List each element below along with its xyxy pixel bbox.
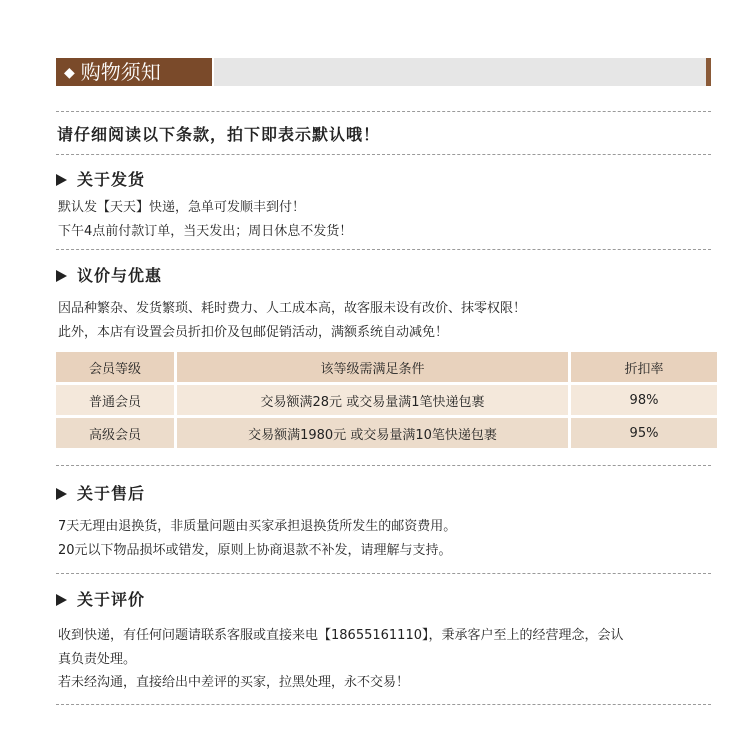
table-header-cell: 折扣率 [571,352,717,385]
divider [56,704,711,705]
section-title: 关于评价 [77,590,146,609]
divider [56,111,711,112]
intro-notice: 请仔细阅读以下条款，拍下即表示默认哦！ [57,125,381,144]
divider [56,249,711,250]
table-cell: 普通会员 [56,385,177,418]
table-row [56,385,717,418]
shipping-line: 默认发【天天】快递，急单可发顺丰到付！ [58,200,306,215]
page-title: 购物须知 [80,60,161,84]
triangle-right-icon [56,488,67,500]
page-title-banner [56,58,212,86]
divider [56,573,711,574]
table-row [56,418,717,451]
divider [56,154,711,155]
section-heading-review [56,587,145,610]
review-line: 收到快递，有任何问题请联系客服或直接来电【18655161110】，秉承客户至上的经营理念，会认 [58,628,624,643]
aftersale-line: 20元以下物品损坏或错发，原则上协商退款不补发，请理解与支持。 [58,543,452,558]
table-header-cell: 该等级需满足条件 [177,352,571,385]
table-header-cell: 会员等级 [56,352,177,385]
divider [56,465,711,466]
triangle-right-icon [56,270,67,282]
pricing-line: 因品种繁杂、发货繁琐、耗时费力、人工成本高，故客服未设有改价、抹零权限！ [58,301,527,316]
shipping-line: 下午4点前付款订单，当天发出；周日休息不发货！ [58,224,353,239]
table-cell: 98% [571,385,717,418]
table-cell: 交易额满1980元 或交易量满10笔快递包裹 [177,418,571,451]
title-bar-fill [214,58,708,86]
table-cell: 交易额满28元 或交易量满1笔快递包裹 [177,385,571,418]
triangle-right-icon [56,594,67,606]
section-title: 议价与优惠 [77,266,163,285]
section-title: 关于发货 [77,170,146,189]
section-heading-pricing [56,263,162,286]
table-cell: 高级会员 [56,418,177,451]
review-line: 若未经沟通，直接给出中差评的买家，拉黑处理，永不交易！ [58,675,410,690]
diamond-icon: ◆ [64,65,75,81]
section-title: 关于售后 [77,484,146,503]
membership-table [56,352,717,451]
table-cell: 95% [571,418,717,451]
triangle-right-icon [56,174,67,186]
section-heading-shipping [56,167,145,190]
aftersale-line: 7天无理由退换货，非质量问题由买家承担退换货所发生的邮资费用。 [58,519,457,534]
title-bar-end [706,58,711,86]
review-line: 真负责处理。 [58,652,137,667]
pricing-line: 此外，本店有设置会员折扣价及包邮促销活动，满额系统自动减免！ [58,325,449,340]
section-heading-aftersale [56,481,145,504]
table-header-row [56,352,717,385]
